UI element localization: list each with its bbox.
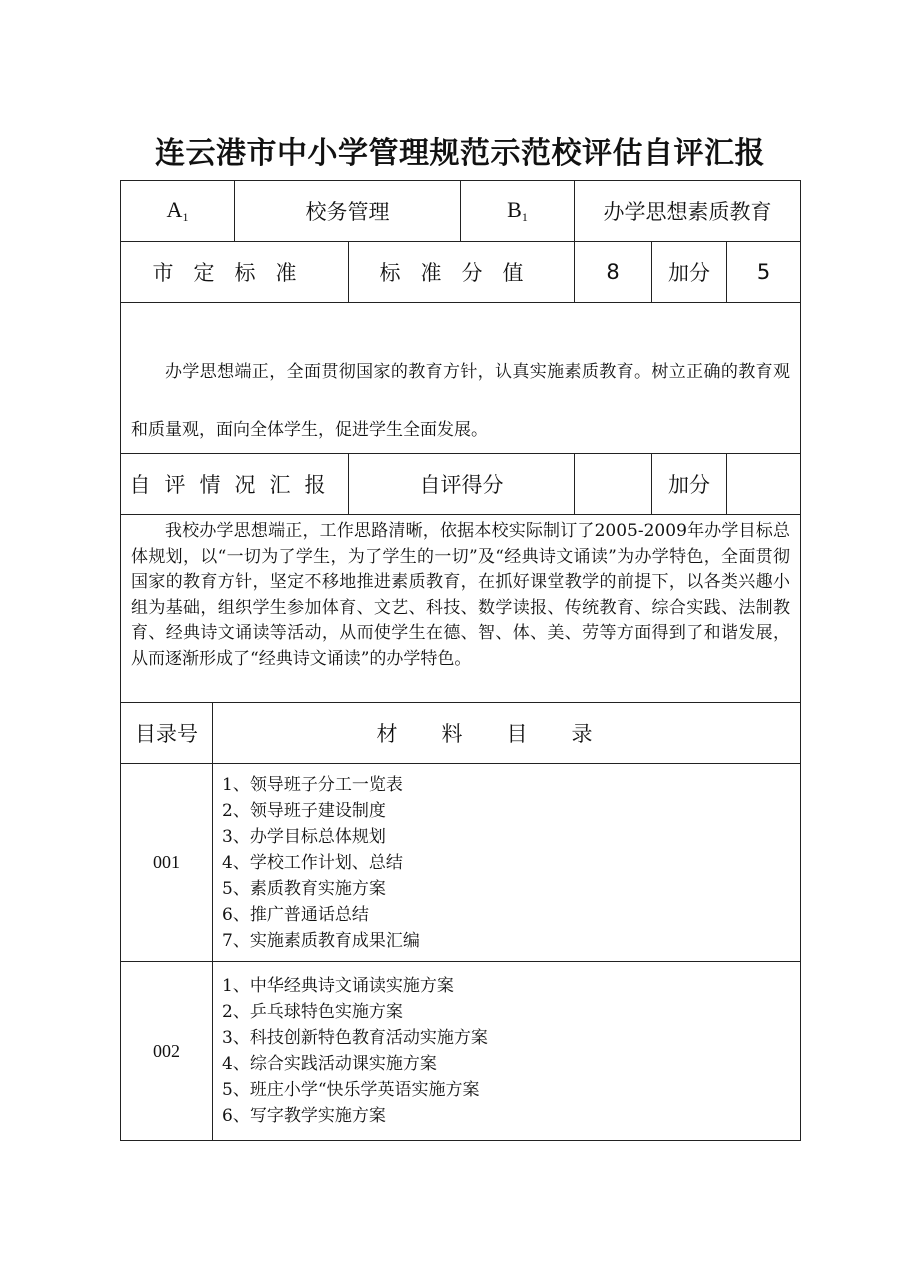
list-item: 2、乒乓球特色实施方案 [222, 1002, 403, 1022]
catalog-item-list [212, 962, 800, 1140]
category-header-row [120, 180, 801, 241]
document-title: 连云港市中小学管理规范示范校评估自评汇报 [155, 136, 765, 171]
list-item: 5、素质教育实施方案 [222, 879, 386, 899]
list-item: 6、写字教学实施方案 [222, 1106, 386, 1126]
b-name-cell: 办学思想素质教育 [574, 181, 800, 241]
list-item: 5、班庄小学“快乐学英语实施方案 [222, 1080, 480, 1100]
catalog-code-label: 目录号 [135, 722, 198, 746]
standard-bonus-label: 加分 [651, 242, 726, 302]
self-eval-score[interactable] [574, 454, 651, 514]
self-eval-bonus[interactable] [726, 454, 800, 514]
list-item: 3、办学目标总体规划 [222, 827, 386, 847]
a-code: $A_1$ [166, 197, 189, 224]
list-item: 3、科技创新特色教育活动实施方案 [222, 1028, 488, 1048]
list-item: 4、综合实践活动课实施方案 [222, 1054, 437, 1074]
a-name-cell: 校务管理 [234, 181, 460, 241]
standard-label: 市定标准 [152, 261, 317, 285]
b-code-cell [460, 181, 574, 241]
self-eval-bonus-label: 加分 [651, 454, 726, 514]
catalog-code: 001 [153, 852, 180, 872]
self-eval-label: 自评情况汇报 [129, 473, 340, 497]
catalog-code: 002 [153, 1040, 180, 1061]
self-eval-score-label: 自评得分 [348, 454, 574, 514]
standard-text-row [120, 302, 801, 453]
standard-row [120, 241, 801, 302]
a-code-cell [121, 181, 234, 241]
standard-score-label: 标准分值 [348, 242, 574, 302]
self-eval-row [120, 453, 801, 514]
report-row [120, 514, 801, 702]
list-item: 4、学校工作计划、总结 [222, 853, 403, 873]
standard-text: 办学思想端正，全面贯彻国家的教育方针，认真实施素质教育。树立正确的教育观和质量观，面向全体学生，促进学生全面发展。 [131, 362, 790, 440]
standard-score: 8 [574, 242, 651, 302]
catalog-row [120, 961, 801, 1141]
catalog-header-row [120, 702, 801, 763]
list-item: 1、领导班子分工一览表 [222, 775, 403, 795]
catalog-item-list [212, 764, 800, 961]
standard-bonus: 5 [726, 242, 800, 302]
report-text: 我校办学思想端正，工作思路清晰，依据本校实际制订了2005-2009年办学目标总体规划，以“一切为了学生，为了学生的一切”及“经典诗文诵读”为办学特色，全面贯彻国家的教育方针，坚定不移地推进素质教育，在抓好课堂教学的前提下，以各类兴趣小组为基础，组织学生参加体育、文艺、科技、数学读报、传统教育、综合实践、法制教育、经典诗文诵读等活动，从而使学生在德、智、体、美、劳等方面得到了和谐发展，从而逐渐形成了“经典诗文诵读”的办学特色。 [131, 521, 790, 669]
list-item: 2、领导班子建设制度 [222, 801, 386, 821]
list-item: 7、实施素质教育成果汇编 [222, 931, 420, 951]
catalog-row [120, 763, 801, 961]
list-item: 6、推广普通话总结 [222, 905, 369, 925]
b-code: $B_1$ [507, 197, 528, 224]
catalog-title: 材料目录 [212, 703, 800, 763]
list-item: 1、中华经典诗文诵读实施方案 [222, 976, 454, 996]
